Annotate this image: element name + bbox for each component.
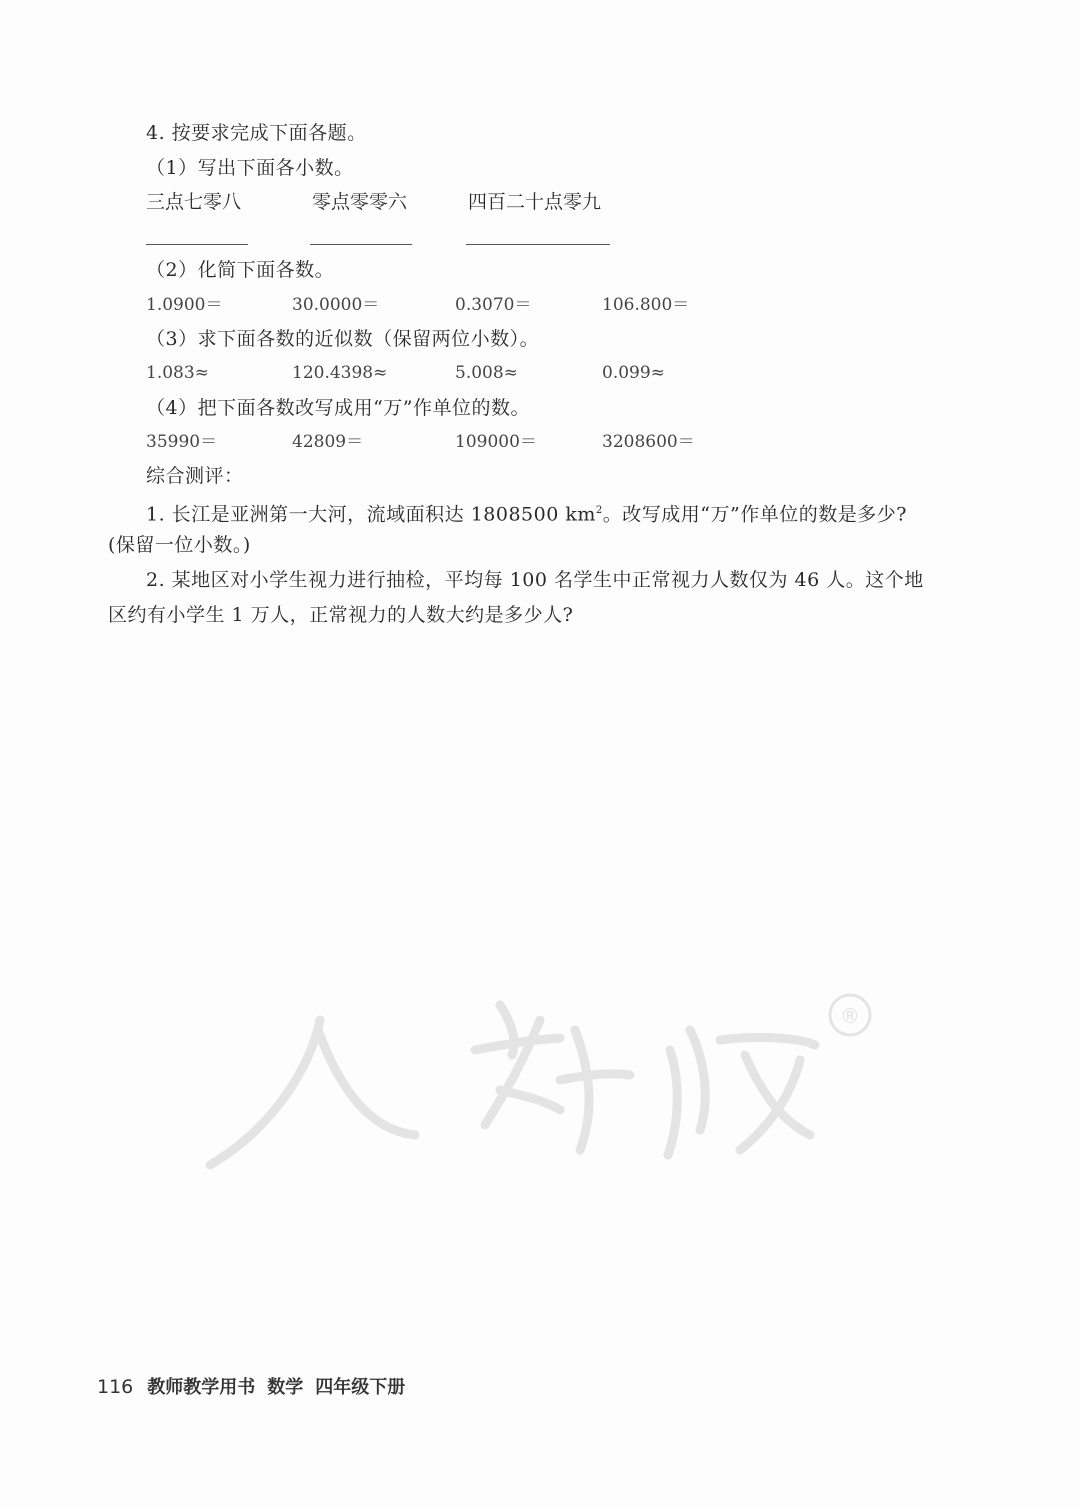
problem-1-text: 1. 长江是亚洲第一大河，流域面积达 1808500 km bbox=[146, 503, 596, 526]
q2-item-3: 0.3070＝ bbox=[455, 295, 532, 315]
grade: 四年级下册 bbox=[315, 1377, 406, 1398]
q2-item-1: 1.0900＝ bbox=[146, 295, 223, 315]
assessment-problem-1-line-2: (保留一位小数。) bbox=[108, 534, 251, 556]
subject: 数学 bbox=[267, 1377, 304, 1398]
q3-item-1: 1.083≈ bbox=[146, 363, 209, 383]
q2-item-4: 106.800＝ bbox=[602, 295, 690, 315]
book-title: 教师教学用书 bbox=[147, 1377, 256, 1398]
answer-blank-3 bbox=[466, 244, 610, 245]
assessment-problem-2-line-1: 2. 某地区对小学生视力进行抽检，平均每 100 名学生中正常视力人数仅为 46 人。这个地 bbox=[146, 569, 924, 591]
q3-item-2: 120.4398≈ bbox=[292, 363, 388, 383]
assessment-problem-1-line-1 bbox=[146, 498, 907, 527]
q4-item-4: 3208600＝ bbox=[602, 432, 695, 452]
q3-item-3: 5.008≈ bbox=[455, 363, 518, 383]
answer-blank-1 bbox=[146, 244, 248, 245]
q4-item-3: 109000＝ bbox=[455, 432, 537, 452]
q4-item-2: 42809＝ bbox=[292, 432, 364, 452]
registered-mark: ® bbox=[840, 1004, 860, 1028]
q2-item-2: 30.0000＝ bbox=[292, 295, 380, 315]
assessment-problem-2-line-2: 区约有小学生 1 万人，正常视力的人数大约是多少人? bbox=[108, 604, 574, 626]
answer-blank-2 bbox=[310, 244, 412, 245]
publisher-watermark-logo bbox=[200, 960, 900, 1180]
superscript-2: 2 bbox=[595, 505, 603, 516]
q2-heading: （2）化简下面各数。 bbox=[146, 259, 335, 281]
q1-item-1: 三点七零八 bbox=[146, 191, 242, 213]
q4-item-1: 35990＝ bbox=[146, 432, 218, 452]
q1-item-3: 四百二十点零九 bbox=[468, 191, 602, 213]
problem-1-question: 。改写成用“万”作单位的数是多少? bbox=[602, 503, 907, 526]
assessment-heading: 综合测评： bbox=[146, 465, 244, 487]
q1-heading: （1）写出下面各小数。 bbox=[146, 157, 354, 179]
section-4-title: 4. 按要求完成下面各题。 bbox=[146, 122, 367, 144]
q1-item-2: 零点零零六 bbox=[312, 191, 408, 213]
q4-heading: （4）把下面各数改写成用“万”作单位的数。 bbox=[146, 397, 531, 419]
q3-heading: （3）求下面各数的近似数（保留两位小数）。 bbox=[146, 328, 540, 350]
q3-item-4: 0.099≈ bbox=[602, 363, 665, 383]
page-number: 116 bbox=[97, 1376, 134, 1398]
page-footer bbox=[97, 1374, 405, 1401]
